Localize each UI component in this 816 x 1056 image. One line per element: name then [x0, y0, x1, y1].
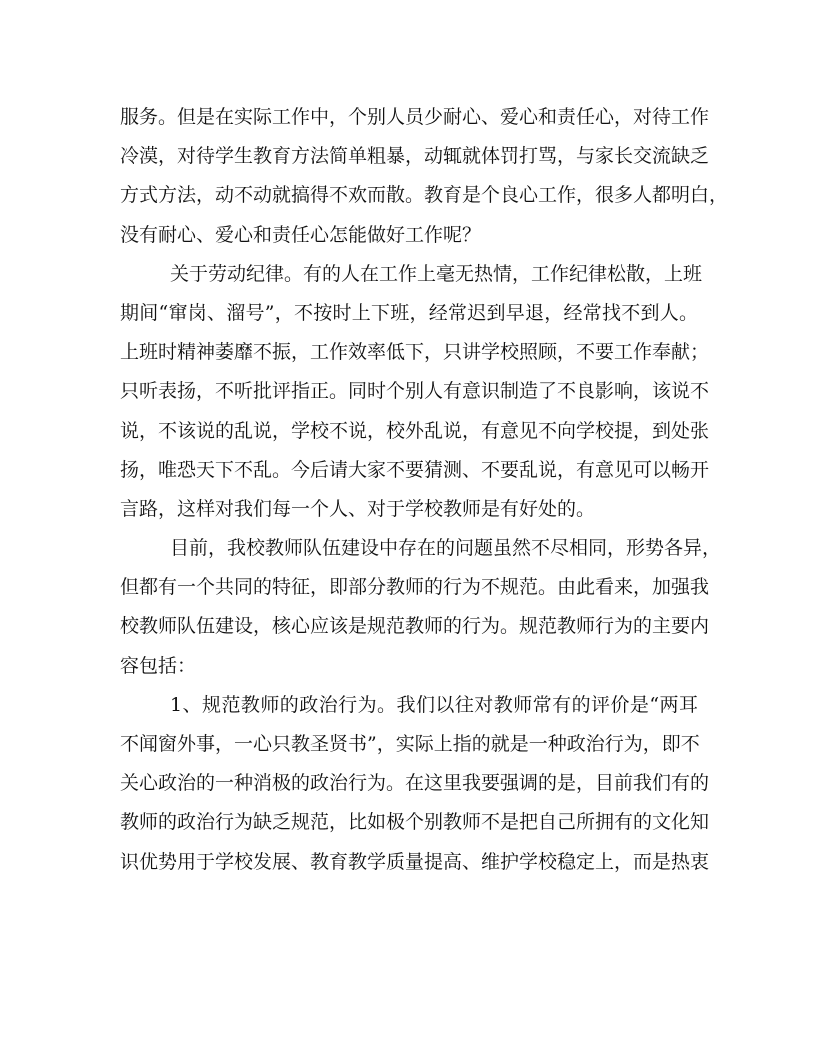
text-line: 期间“窜岗、溜号”，不按时上下班，经常迟到早退，经常找不到人。 — [120, 301, 698, 324]
text-line: 上班时精神萎靡不振，工作效率低下，只讲学校照顾，不要工作奉献； — [120, 341, 710, 364]
text-line: 教师的政治行为缺乏规范，比如极个别教师不是把自己所拥有的文化知 — [120, 811, 710, 834]
text-line: 只听表扬，不听批评指正。同时个别人有意识制造了不良影响，该说不 — [120, 380, 710, 403]
text-line: 扬，唯恐天下不乱。今后请大家不要猜测、不要乱说，有意见可以畅开 — [120, 458, 710, 481]
text-line: 冷漠，对待学生教育方法简单粗暴，动辄就体罚打骂，与家长交流缺乏 — [120, 145, 710, 168]
text-line: 没有耐心、爱心和责任心怎能做好工作呢？ — [120, 223, 482, 246]
text-line: 但都有一个共同的特征，即部分教师的行为不规范。由此看来，加强我 — [120, 576, 710, 599]
paragraph-2 — [120, 255, 710, 529]
paragraph-1 — [120, 98, 729, 255]
text-line: 方式方法，动不动就搞得不欢而散。教育是个良心工作，很多人都明白， — [120, 184, 729, 207]
paragraph-4 — [120, 686, 710, 882]
text-line: 校教师队伍建设，核心应该是规范教师的行为。规范教师行为的主要内 — [120, 615, 710, 638]
text-line: 目前，我校教师队伍建设中存在的问题虽然不尽相同，形势各异， — [170, 537, 722, 560]
text-line: 不闻窗外事，一心只教圣贤书”，实际上指的就是一种政治行为，即不 — [120, 733, 700, 755]
text-line: 说，不该说的乱说，学校不说，校外乱说，有意见不向学校提，到处张 — [120, 419, 710, 442]
paragraph-3 — [120, 529, 722, 686]
text-line: 言路，这样对我们每一个人、对于学校教师是有好处的。 — [120, 497, 596, 520]
document-body — [120, 98, 729, 882]
text-line: 1、规范教师的政治行为。我们以往对教师常有的评价是“两耳 — [170, 693, 698, 716]
text-line: 容包括： — [120, 654, 197, 677]
text-line: 关心政治的一种消极的政治行为。在这里我要强调的是，目前我们有的 — [120, 772, 710, 795]
text-line: 识优势用于学校发展、教育教学质量提高、维护学校稳定上，而是热衷 — [120, 850, 710, 873]
text-line: 服务。但是在实际工作中，个别人员少耐心、爱心和责任心，对待工作 — [120, 106, 710, 128]
text-line: 关于劳动纪律。有的人在工作上毫无热情，工作纪律松散，上班 — [170, 262, 703, 285]
